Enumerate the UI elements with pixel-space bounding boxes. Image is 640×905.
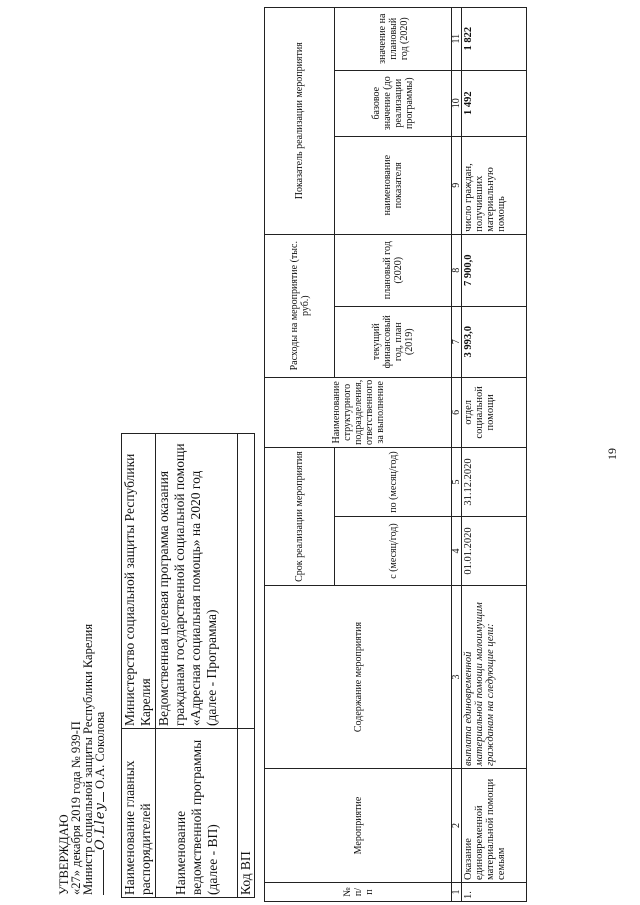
column-number: 2 (452, 769, 462, 883)
row-base-value: 1 492 (462, 70, 527, 136)
signature: O.Lley (93, 802, 108, 850)
row-content: выплата единовременной материальной помощи малоимущим гражданам на следующие цели: (462, 586, 527, 769)
info-key: Наименование главных распорядителей (122, 729, 156, 898)
program-info-table (121, 433, 255, 898)
header-content: Содержание мероприятия (265, 586, 452, 769)
approval-block (58, 624, 107, 895)
column-number: 1 (452, 883, 462, 902)
header-to: по (месяц/год) (335, 448, 452, 517)
info-value: Министерство социальной защиты Республики Карелия (122, 434, 156, 729)
column-number: 9 (452, 136, 462, 234)
signature-line (94, 624, 107, 895)
column-number: 10 (452, 70, 462, 136)
column-number: 5 (452, 448, 462, 517)
header-row (265, 7, 335, 901)
header-base-value: базовое значение (до реализации программы) (335, 70, 452, 136)
header-target-value: значение на плановый год (2020) (335, 7, 452, 70)
info-row (238, 434, 255, 898)
row-num: 1. (462, 883, 527, 902)
header-planned-year: плановый год (2020) (335, 234, 452, 306)
header-term: Срок реализации мероприятия (265, 448, 335, 586)
header-expenses: Расходы на мероприятие (тыс. руб.) (265, 234, 335, 377)
header-num: № п/ п (265, 883, 452, 902)
events-table (264, 7, 527, 902)
info-value: Ведомственная целевая программа оказания гражданам государственной социальной помощи «Адресная социальная помощь» на 2020 год (далее - Программа) (156, 434, 238, 729)
header-indicator: Показатель реализации мероприятия (265, 7, 335, 234)
row-indicator-name: число граждан, получивших материальную помощь (462, 136, 527, 234)
row-event: Оказание единовременной материальной помощи семьям (462, 769, 527, 883)
info-value (238, 434, 255, 729)
approval-date: «27» декабря 2019 года № 939-П (69, 721, 83, 895)
row-current-year: 3 993,0 (462, 306, 527, 377)
row-to: 31.12.2020 (462, 448, 527, 517)
row-planned-year: 7 900,0 (462, 234, 527, 306)
column-number: 7 (452, 306, 462, 377)
column-number: 11 (452, 7, 462, 70)
header-responsible: Наименование структурного подразделения, ответственного за выполнение (265, 377, 452, 447)
header-indicator-name: наименование показателя (335, 136, 452, 234)
info-key: Наименование ведомственной программы (далее - ВП) (156, 729, 238, 898)
header-current-year: текущий финансовый год, план (2019) (335, 306, 452, 377)
column-number: 6 (452, 377, 462, 447)
header-event: Мероприятие (265, 769, 452, 883)
column-number: 4 (452, 517, 462, 586)
row-from: 01.01.2020 (462, 517, 527, 586)
approval-heading: УТВЕРЖДАЮ (57, 814, 71, 895)
header-from: с (месяц/год) (335, 517, 452, 586)
column-number-row (452, 7, 462, 901)
page-number: 19 (605, 448, 619, 460)
info-row (156, 434, 238, 898)
column-number: 3 (452, 586, 462, 769)
column-number: 8 (452, 234, 462, 306)
table-row (462, 7, 527, 901)
info-key: Код ВП (238, 729, 255, 898)
row-target-value: 1 822 (462, 7, 527, 70)
minister-name: О.А. Соколова (93, 711, 107, 790)
row-responsible: отдел социальной помощи (462, 377, 527, 447)
approval-position: Министр социальной защиты Республики Карелия (81, 623, 95, 895)
info-row (122, 434, 156, 898)
